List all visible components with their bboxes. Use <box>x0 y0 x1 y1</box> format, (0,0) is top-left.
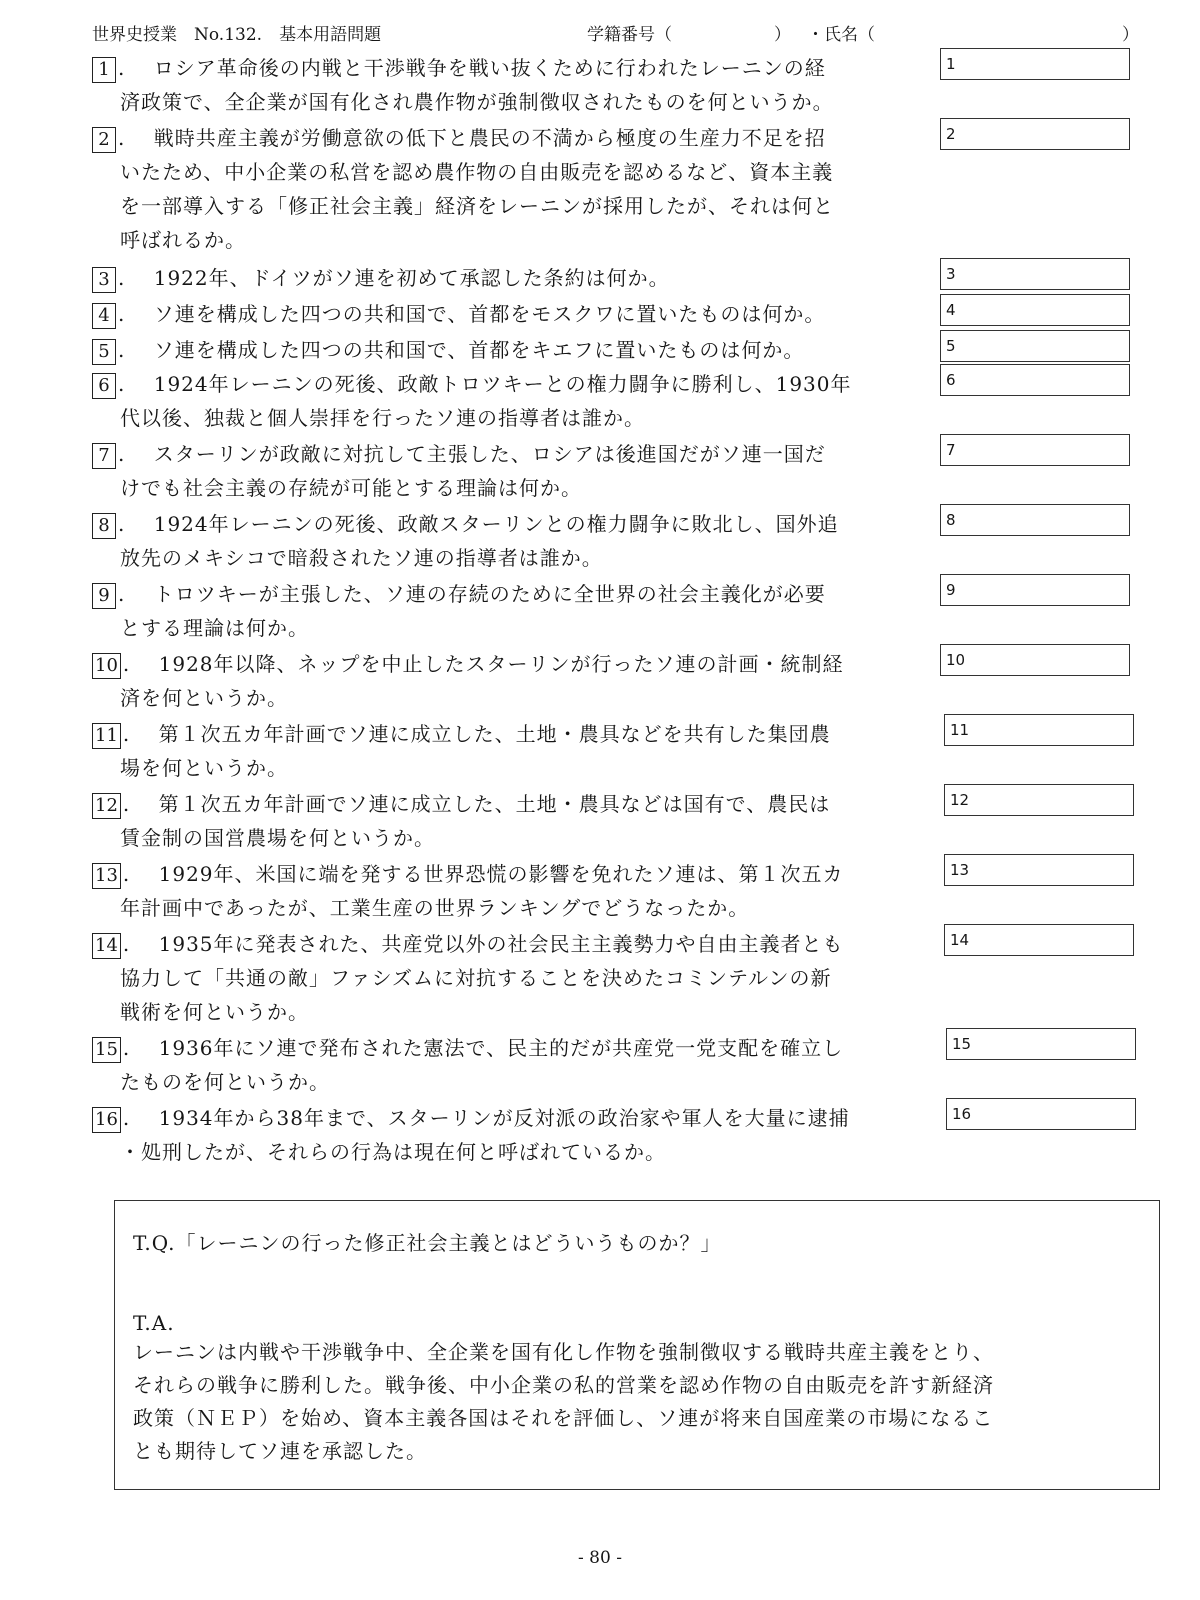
question-number: 12 <box>92 793 121 819</box>
question-text <box>92 681 962 715</box>
question-text-segment: たものを何というか。 <box>120 1070 330 1094</box>
name-field-label: ・氏名（ <box>807 25 875 45</box>
answer-box[interactable]: 1 <box>940 48 1130 80</box>
question-item <box>92 121 962 257</box>
question-text <box>92 507 962 541</box>
question-text <box>92 611 962 645</box>
question-text <box>92 297 962 331</box>
question-text <box>92 121 962 155</box>
question-text-segment: を一部導入する「修正社会主義」経済をレーニンが採用したが、それは何と <box>120 194 834 218</box>
question-number: 11 <box>92 723 121 749</box>
answer-box[interactable]: 15 <box>946 1028 1136 1060</box>
question-text <box>92 189 962 223</box>
question-text <box>92 995 962 1029</box>
question-text <box>92 541 962 575</box>
question-text <box>92 891 962 925</box>
question-text-segment: 協力して「共通の敵」ファシズムに対抗することを決めたコミンテルンの新 <box>120 966 832 990</box>
question-text-segment: . トロツキーが主張した、ソ連の存続のために全世界の社会主義化が必要 <box>118 582 826 606</box>
question-text <box>92 85 962 119</box>
question-item <box>92 261 962 295</box>
question-item <box>92 437 962 505</box>
question-text <box>92 261 962 295</box>
tq-answer-line: レーニンは内戦や干渉戦争中、全企業を国有化し作物を強制徴収する戦時共産主義をとり、 <box>133 1340 994 1364</box>
question-text-segment: とする理論は何か。 <box>120 616 309 640</box>
page-number: - 80 - <box>578 1548 622 1568</box>
question-text <box>92 751 962 785</box>
question-text <box>92 857 962 891</box>
question-number: 13 <box>92 863 121 889</box>
answer-box[interactable]: 11 <box>944 714 1134 746</box>
answer-box[interactable]: 10 <box>940 644 1130 676</box>
question-text <box>92 51 962 85</box>
question-text-segment: . 1928年以降、ネップを中止したスターリンが行ったソ連の計画・統制経 <box>122 652 844 676</box>
question-number: 4 <box>92 303 116 329</box>
question-text <box>92 647 962 681</box>
answer-box[interactable]: 4 <box>940 294 1130 326</box>
question-text-segment: 済政策で、全企業が国有化され農作物が強制徴収されたものを何というか。 <box>120 90 834 114</box>
question-text <box>92 1031 962 1065</box>
tq-question: T.Q.「レーニンの行った修正社会主義とはどういうものか？」 <box>133 1231 722 1255</box>
question-text-segment: 済を何というか。 <box>120 686 288 710</box>
question-number: 9 <box>92 583 116 609</box>
answer-box[interactable]: 16 <box>946 1098 1136 1130</box>
question-text-segment: . ロシア革命後の内戦と干渉戦争を戦い抜くために行われたレーニンの経 <box>118 56 826 80</box>
question-item <box>92 927 962 1029</box>
answer-box[interactable]: 12 <box>944 784 1134 816</box>
answer-box[interactable]: 13 <box>944 854 1134 886</box>
question-number: 16 <box>92 1107 121 1133</box>
question-item <box>92 507 962 575</box>
question-number: 15 <box>92 1037 121 1063</box>
question-text <box>92 577 962 611</box>
question-text-segment: . ソ連を構成した四つの共和国で、首都をモスクワに置いたものは何か。 <box>118 302 826 326</box>
question-number: 10 <box>92 653 121 679</box>
question-text-segment: . 戦時共産主義が労働意欲の低下と農民の不満から極度の生産力不足を招 <box>118 126 826 150</box>
question-text-segment: . 1935年に発表された、共産党以外の社会民主主義勢力や自由主義者とも <box>122 932 844 956</box>
question-text-segment: 年計画中であったが、工業生産の世界ランキングでどうなったか。 <box>120 896 750 920</box>
answer-box[interactable]: 3 <box>940 258 1130 290</box>
question-text-segment: . 1929年、米国に端を発する世界恐慌の影響を免れたソ連は、第１次五カ <box>122 862 844 886</box>
question-text <box>92 401 962 435</box>
question-text-segment: けでも社会主義の存続が可能とする理論は何か。 <box>120 476 582 500</box>
question-text <box>92 927 962 961</box>
question-text-segment: . スターリンが政敵に対抗して主張した、ロシアは後進国だがソ連一国だ <box>118 442 826 466</box>
answer-box[interactable]: 5 <box>940 330 1130 362</box>
question-item <box>92 717 962 785</box>
question-text <box>92 367 962 401</box>
question-text <box>92 821 962 855</box>
question-text-segment: 代以後、独裁と個人崇拝を行ったソ連の指導者は誰か。 <box>120 406 645 430</box>
question-text <box>92 1101 962 1135</box>
question-number: 6 <box>92 373 116 399</box>
answer-box[interactable]: 9 <box>940 574 1130 606</box>
name-field-close: ） <box>1122 25 1139 45</box>
question-text-segment: . 第１次五カ年計画でソ連に成立した、土地・農具などは国有で、農民は <box>122 792 831 816</box>
question-text <box>92 437 962 471</box>
answer-box[interactable]: 6 <box>940 364 1130 396</box>
question-item <box>92 787 962 855</box>
question-number: 3 <box>92 267 116 293</box>
question-number: 8 <box>92 513 116 539</box>
question-text <box>92 223 962 257</box>
answer-box[interactable]: 2 <box>940 118 1130 150</box>
question-text-segment: . 1922年、ドイツがソ連を初めて承認した条約は何か。 <box>118 266 670 290</box>
question-text-segment: . 第１次五カ年計画でソ連に成立した、土地・農具などを共有した集団農 <box>122 722 831 746</box>
question-text <box>92 717 962 751</box>
question-text <box>92 961 962 995</box>
question-number: 5 <box>92 339 116 365</box>
question-text-segment: いたため、中小企業の私営を認め農作物の自由販売を認めるなど、資本主義 <box>120 160 834 184</box>
tq-answer-line: 政策（ＮＥＰ）を始め、資本主義各国はそれを評価し、ソ連が将来自国産業の市場になるこ <box>133 1406 994 1430</box>
question-item <box>92 577 962 645</box>
tq-answer-line: とも期待してソ連を承認した。 <box>133 1439 427 1463</box>
question-text <box>92 1065 962 1099</box>
question-text-segment: . 1924年レーニンの死後、政敵トロツキーとの権力闘争に勝利し、1930年 <box>118 372 852 396</box>
page-header <box>92 22 1152 48</box>
question-item <box>92 647 962 715</box>
tq-answer-line: それらの戦争に勝利した。戦争後、中小企業の私的営業を認め作物の自由販売を許す新経済 <box>133 1373 994 1397</box>
question-text <box>92 1135 962 1169</box>
question-item <box>92 333 962 367</box>
question-item <box>92 1101 962 1169</box>
answer-box[interactable]: 14 <box>944 924 1134 956</box>
question-text <box>92 155 962 189</box>
student-number-field: 学籍番号（ ） <box>587 25 791 45</box>
question-item <box>92 51 962 119</box>
question-text-segment: . 1936年にソ連で発布された憲法で、民主的だが共産党一党支配を確立し <box>122 1036 844 1060</box>
question-text-segment: . 1934年から38年まで、スターリンが反対派の政治家や軍人を大量に逮捕 <box>122 1106 850 1130</box>
question-text <box>92 333 962 367</box>
question-text-segment: 呼ばれるか。 <box>120 228 246 252</box>
answer-box[interactable]: 7 <box>940 434 1130 466</box>
tq-box <box>114 1200 1160 1490</box>
question-text-segment: ・処刑したが、それらの行為は現在何と呼ばれているか。 <box>120 1140 666 1164</box>
worksheet-title: 世界史授業 No.132. 基本用語問題 <box>92 25 382 45</box>
question-text-segment: . 1924年レーニンの死後、政敵スターリンとの権力闘争に敗北し、国外追 <box>118 512 839 536</box>
question-number: 14 <box>92 933 121 959</box>
question-text-segment: 戦術を何というか。 <box>120 1000 309 1024</box>
question-number: 1 <box>92 57 116 83</box>
question-item <box>92 297 962 331</box>
question-text <box>92 471 962 505</box>
answer-box[interactable]: 8 <box>940 504 1130 536</box>
question-text-segment: 賃金制の国営農場を何というか。 <box>120 826 435 850</box>
question-text-segment: 放先のメキシコで暗殺されたソ連の指導者は誰か。 <box>120 546 603 570</box>
question-text-segment: . ソ連を構成した四つの共和国で、首都をキエフに置いたものは何か。 <box>118 338 805 362</box>
question-number: 7 <box>92 443 116 469</box>
tq-answer <box>133 1336 1143 1468</box>
question-item <box>92 367 962 435</box>
question-item <box>92 1031 962 1099</box>
tq-answer-label: T.A. <box>133 1311 175 1335</box>
question-item <box>92 857 962 925</box>
question-text <box>92 787 962 821</box>
question-number: 2 <box>92 127 116 153</box>
question-text-segment: 場を何というか。 <box>120 756 288 780</box>
